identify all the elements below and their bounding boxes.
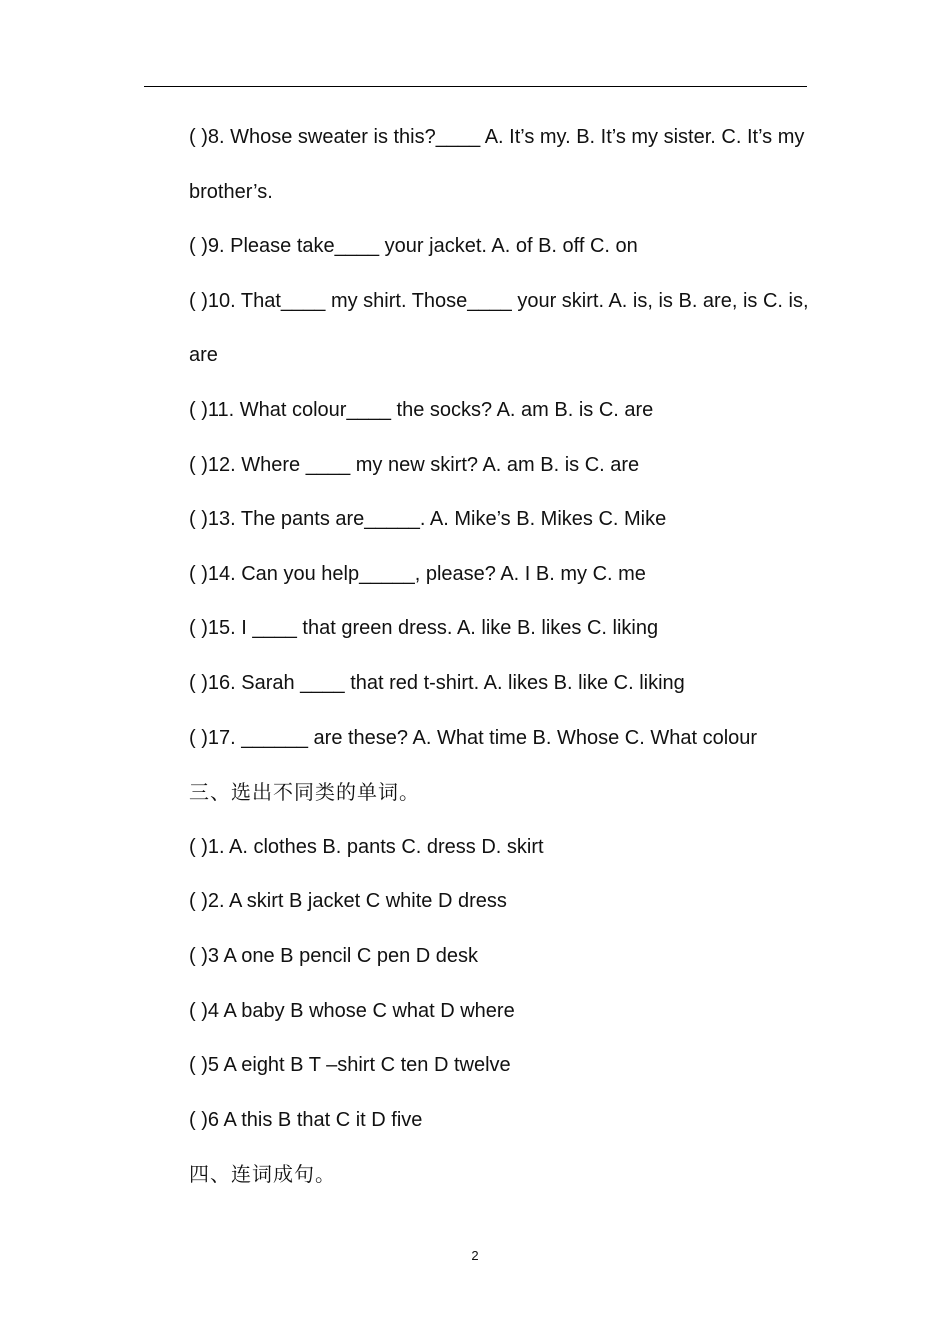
odd-one-out-1: ( )1. A. clothes B. pants C. dress D. skirt (189, 835, 544, 858)
question-9: ( )9. Please take____ your jacket. A. of B. off C. on (189, 235, 638, 258)
question-16: ( )16. Sarah ____ that red t-shirt. A. likes B. like C. liking (189, 671, 685, 694)
question-17: ( )17. ______ are these? A. What time B. Whose C. What colour (189, 726, 758, 749)
header-rule (144, 86, 807, 87)
question-10: ( )10. That____ my shirt. Those____ your skirt. A. is, is B. are, is C. is, (189, 289, 809, 312)
question-12: ( )12. Where ____ my new skirt? A. am B. is C. are (189, 453, 640, 476)
question-14: ( )14. Can you help_____, please? A. I B. my C. me (189, 562, 646, 585)
question-13: ( )13. The pants are_____. A. Mike’s B. Mikes C. Mike (189, 508, 667, 531)
question-15: ( )15. I ____ that green dress. A. like B. likes C. liking (189, 617, 659, 640)
page-number: 2 (471, 1248, 479, 1263)
question-8-continued: brother’s. (189, 180, 273, 203)
question-11: ( )11. What colour____ the socks? A. am B. is C. are (189, 398, 654, 421)
section-4-heading: 四、连词成句。 (189, 1162, 336, 1187)
odd-one-out-6: ( )6 A this B that C it D five (189, 1108, 423, 1131)
worksheet-body (189, 110, 809, 1202)
section-3-heading: 三、选出不同类的单词。 (189, 780, 420, 805)
odd-one-out-5: ( )5 A eight B T –shirt C ten D twelve (189, 1054, 511, 1077)
question-8: ( )8. Whose sweater is this?____ A. It’s my. B. It’s my sister. C. It’s my (189, 126, 805, 148)
odd-one-out-2: ( )2. A skirt B jacket C white D dress (189, 890, 507, 913)
odd-one-out-3: ( )3 A one B pencil C pen D desk (189, 944, 479, 967)
question-10-continued: are (189, 344, 218, 367)
odd-one-out-4: ( )4 A baby B whose C what D where (189, 999, 515, 1022)
